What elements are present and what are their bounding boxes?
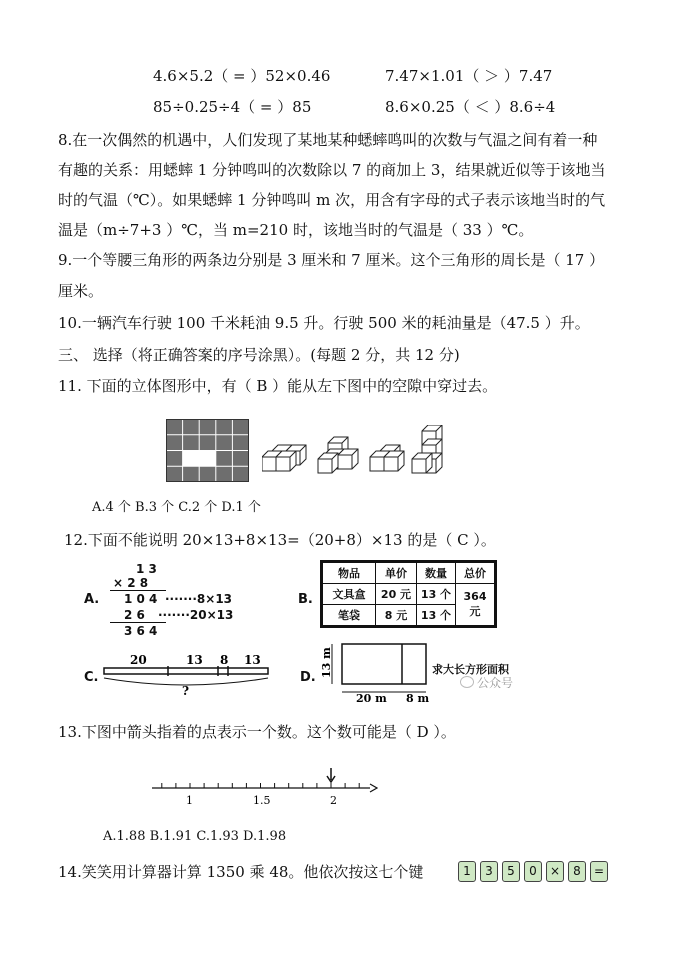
q12-b-header: 数量 [417, 563, 456, 584]
q11-solids [262, 425, 448, 477]
q13-tick-label: 1 [186, 794, 193, 807]
q12-c-seg: 20 [130, 653, 147, 667]
q12-b-cell: 13 个 [417, 605, 456, 626]
q12-d-w1: 20 m [356, 692, 387, 705]
calculator-key: 0 [524, 861, 542, 882]
q11-grid-figure [166, 419, 249, 482]
calculator-key: 5 [502, 861, 520, 882]
q14-text: 14.笑笑用计算器计算 1350 乘 48。他依次按这七个键 [58, 863, 424, 881]
calculator-key: × [546, 861, 564, 882]
q12-a-row3: 1 0 4 [124, 592, 158, 606]
solid-a [262, 445, 306, 471]
q12-b-header: 物品 [323, 563, 376, 584]
arrow-down-icon [327, 768, 335, 782]
q12-b-total: 364 元 [456, 584, 495, 626]
q13-number-line [150, 766, 378, 810]
q8-line4: 温是（m÷7+3 ）℃，当 m=210 时，该地当时的气温是（ 33 ）℃。 [58, 221, 534, 239]
wechat-icon [460, 676, 474, 688]
q12-b-header: 总价 [456, 563, 495, 584]
q8-line2: 有趣的关系：用蟋蟀 1 分钟鸣叫的次数除以 7 的商加上 3，结果就近似等于该地当 [58, 161, 606, 179]
q12-b-cell: 20 元 [376, 584, 417, 605]
calculator-key: 8 [568, 861, 586, 882]
q12-b-cell: 13 个 [417, 584, 456, 605]
q12-d-height: 13 m [320, 647, 333, 678]
q12-c-seg: 8 [220, 653, 229, 667]
q13-tick-label: 1.5 [253, 794, 271, 807]
compare-row1-left: 4.6×5.2（ = ）52×0.46 [153, 67, 331, 85]
q12-a-row5: 3 6 4 [124, 624, 158, 638]
q9-line1: 9.一个等腰三角形的两条边分别是 3 厘米和 7 厘米。这个三角形的周长是（ 17 ） [58, 251, 605, 269]
q12-c-q: ? [182, 684, 190, 696]
q12-b-header: 单价 [376, 563, 417, 584]
q12-d-label: D. [300, 670, 316, 685]
q12-b-label: B. [298, 592, 313, 607]
q12-a-row1: 1 3 [136, 562, 157, 576]
q12-b-table [322, 562, 495, 626]
watermark-text: 公众号 [477, 676, 514, 690]
q12-a-row4: 2 6 [124, 608, 145, 622]
q12-c-label: C. [84, 670, 99, 685]
q12-a-label: A. [84, 592, 100, 607]
q12-a-note2: ·······20×13 [158, 608, 234, 622]
q11-options: A.4 个 B.3 个 C.2 个 D.1 个 [92, 500, 261, 515]
calculator-key: 1 [458, 861, 476, 882]
section3-heading: 三、 选择（将正确答案的序号涂黑）。(每题 2 分，共 12 分) [58, 346, 460, 364]
q12-c-seg: 13 [186, 653, 203, 667]
q12-b-cell: 笔袋 [323, 605, 376, 626]
q8-line3: 时的气温（℃）。如果蟋蟀 1 分钟鸣叫 m 次，用含有字母的式子表示该地当时的气 [58, 191, 606, 209]
q9-line2: 厘米。 [58, 282, 104, 300]
q12-a-line1 [110, 590, 166, 591]
q13-options: A.1.88 B.1.91 C.1.93 D.1.98 [103, 829, 287, 844]
q12-c-seg: 13 [244, 653, 261, 667]
q12-d-diagram [320, 640, 430, 706]
q12-d-w2: 8 m [406, 692, 430, 705]
q12-a-line2 [110, 622, 166, 623]
compare-row1-right: 7.47×1.01（ ＞ ）7.47 [385, 67, 553, 85]
q12-b-cell: 文具盒 [323, 584, 376, 605]
calculator-key: 3 [480, 861, 498, 882]
q13-tick-label: 2 [330, 794, 337, 807]
solid-c [370, 445, 404, 471]
q12-b-cell: 8 元 [376, 605, 417, 626]
solid-d [412, 425, 442, 473]
compare-row2-left: 85÷0.25÷4（ = ）85 [153, 98, 312, 116]
solid-b [318, 437, 358, 473]
calculator-key: = [590, 861, 608, 882]
q12-c-diagram [100, 652, 272, 696]
q11-text: 11. 下面的立体图形中，有（ B ）能从左下图中的空隙中穿过去。 [58, 377, 498, 395]
q12-a-note1: ·······8×13 [165, 592, 233, 606]
q13-text: 13.下图中箭头指着的点表示一个数。这个数可能是（ D ）。 [58, 723, 456, 741]
compare-row2-right: 8.6×0.25（ ＜ ）8.6÷4 [385, 98, 556, 116]
watermark [460, 674, 513, 691]
q12-a-row2: × 2 8 [113, 576, 149, 590]
q8-line1: 8.在一次偶然的机遇中，人们发现了某地某种蟋蟀鸣叫的次数与气温之间有着一种 [58, 131, 598, 149]
q10-text: 10.一辆汽车行驶 100 千米耗油 9.5 升。行驶 500 米的耗油量是（47.5 ）升。 [58, 314, 590, 332]
q12-text: 12.下面不能说明 20×13+8×13=（20+8）×13 的是（ C ）。 [64, 531, 496, 549]
q12-d-note: 求大长方形面积 [432, 663, 509, 676]
